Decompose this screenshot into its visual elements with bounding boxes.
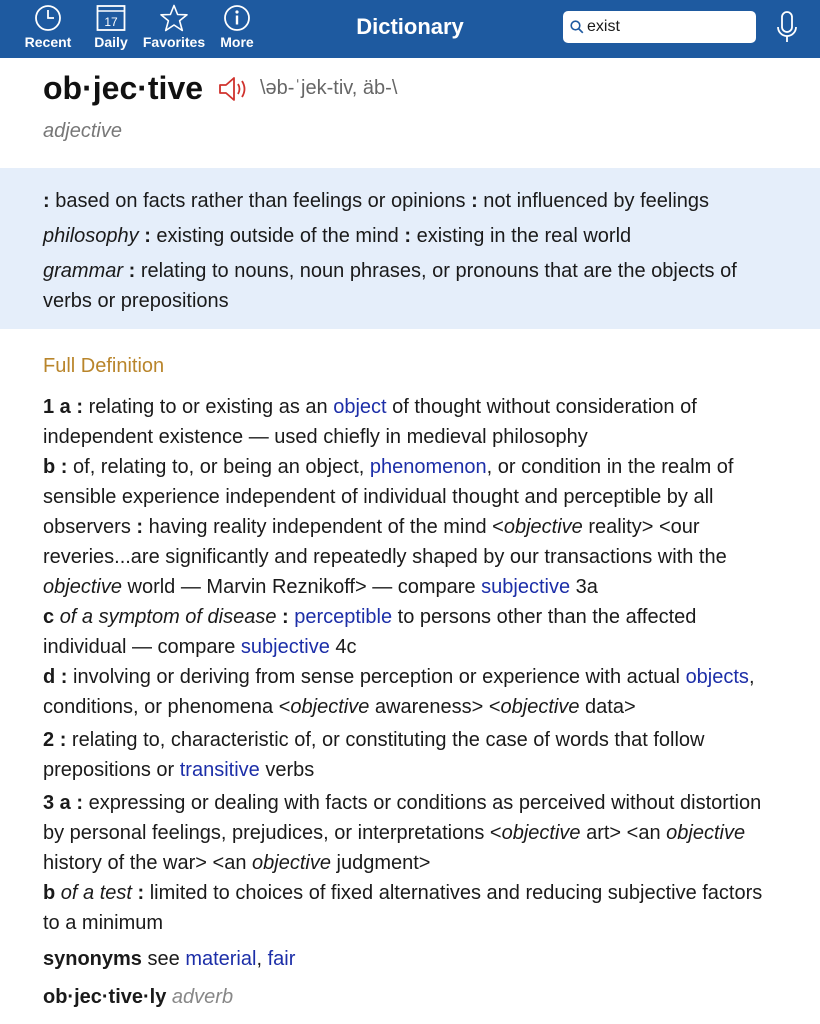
run-on-word: ob·jec·tive·ly — [43, 986, 167, 1008]
synonyms-label: synonyms — [43, 948, 142, 970]
short-definitions — [0, 168, 820, 329]
link-perceptible[interactable]: perceptible — [294, 606, 393, 628]
short-def-2: philosophy : existing outside of the mind : existing in the real world — [43, 225, 632, 247]
full-definition — [43, 392, 783, 1012]
search-input[interactable] — [587, 11, 752, 43]
sense-2: 2 : relating to, characteristic of, or constituting the case of words that follow prepositions or transitive verbs — [43, 729, 705, 781]
link-fair[interactable]: fair — [267, 948, 296, 970]
search-icon — [570, 20, 584, 34]
info-icon — [223, 4, 251, 32]
entry-header — [43, 70, 397, 110]
sense-1a: 1 a : relating to or existing as an object of thought without consideration of independent existence — used chiefly in medieval philosophy — [43, 396, 697, 448]
link-subjective[interactable]: subjective — [481, 576, 571, 598]
link-material[interactable]: material — [185, 948, 257, 970]
sense-1d: d : involving or deriving from sense perception or experience with actual objects, conditions, or phenomena <objective awareness> <objective data> — [43, 666, 755, 718]
link-object[interactable]: object — [333, 396, 387, 418]
part-of-speech: adjective — [43, 120, 122, 142]
link-objects[interactable]: objects — [685, 666, 749, 688]
link-transitive[interactable]: transitive — [179, 759, 260, 781]
speaker-icon — [217, 75, 251, 103]
top-toolbar — [0, 0, 820, 58]
microphone-button[interactable] — [774, 10, 800, 46]
short-def-1: : based on facts rather than feelings or opinions : not influenced by feelings — [43, 190, 710, 212]
nav-more-label: More — [220, 34, 254, 50]
synonyms: synonyms see material, fair — [43, 948, 296, 970]
clock-icon — [34, 4, 62, 32]
nav-daily-label: Daily — [94, 34, 128, 50]
search-box[interactable] — [563, 11, 756, 43]
link-subjective[interactable]: subjective — [240, 636, 330, 658]
nav-recent-button[interactable] — [16, 2, 80, 56]
headword: ob·jec·tive — [43, 70, 204, 106]
star-icon — [159, 4, 189, 32]
nav-more-button[interactable] — [205, 2, 269, 56]
nav-favorites-button[interactable] — [142, 2, 206, 56]
full-definition-heading: Full Definition — [43, 355, 165, 377]
sense-1c: c of a symptom of disease : perceptible to persons other than the affected individual — compare subjective 4c — [43, 606, 697, 658]
usage-label: philosophy — [43, 225, 139, 247]
calendar-day: 17 — [104, 15, 118, 29]
run-on-pos: adverb — [171, 986, 234, 1008]
sense-3a: 3 a : expressing or dealing with facts or conditions as perceived without distortion by personal feelings, prejudices, or interpretations <objective art> <an objective history of the war> <an objective judgment> — [43, 792, 762, 874]
sense-3b: b of a test : limited to choices of fixed alternatives and reducing subjective factors to a minimum — [43, 882, 763, 934]
nav-recent-label: Recent — [24, 34, 72, 50]
microphone-icon — [774, 10, 800, 46]
short-def-3: grammar : relating to nouns, noun phrases, or pronouns that are the objects of verbs or prepositions — [43, 260, 737, 312]
nav-favorites-label: Favorites — [142, 34, 206, 50]
run-on-entry — [43, 982, 783, 1012]
pronounce-button[interactable] — [217, 75, 251, 103]
nav-daily-button[interactable] — [79, 2, 143, 56]
calendar-icon — [96, 4, 126, 32]
sense-1b: b : of, relating to, or being an object, phenomenon, or condition in the realm of sensible experience independent of individual thought and perceptible by all observers : having reality independent of the mind <objective reality> <our reveries...are significantly and repeatedly shaped by our transactions with the objective world — Marvin Reznikoff> — compare subjective 3a — [43, 456, 734, 598]
link-phenomenon[interactable]: phenomenon — [369, 456, 487, 478]
app-title: Dictionary — [356, 14, 464, 39]
pronunciation: \əb-ˈjek-tiv, äb-\ — [259, 77, 398, 99]
usage-label: grammar — [43, 260, 124, 282]
